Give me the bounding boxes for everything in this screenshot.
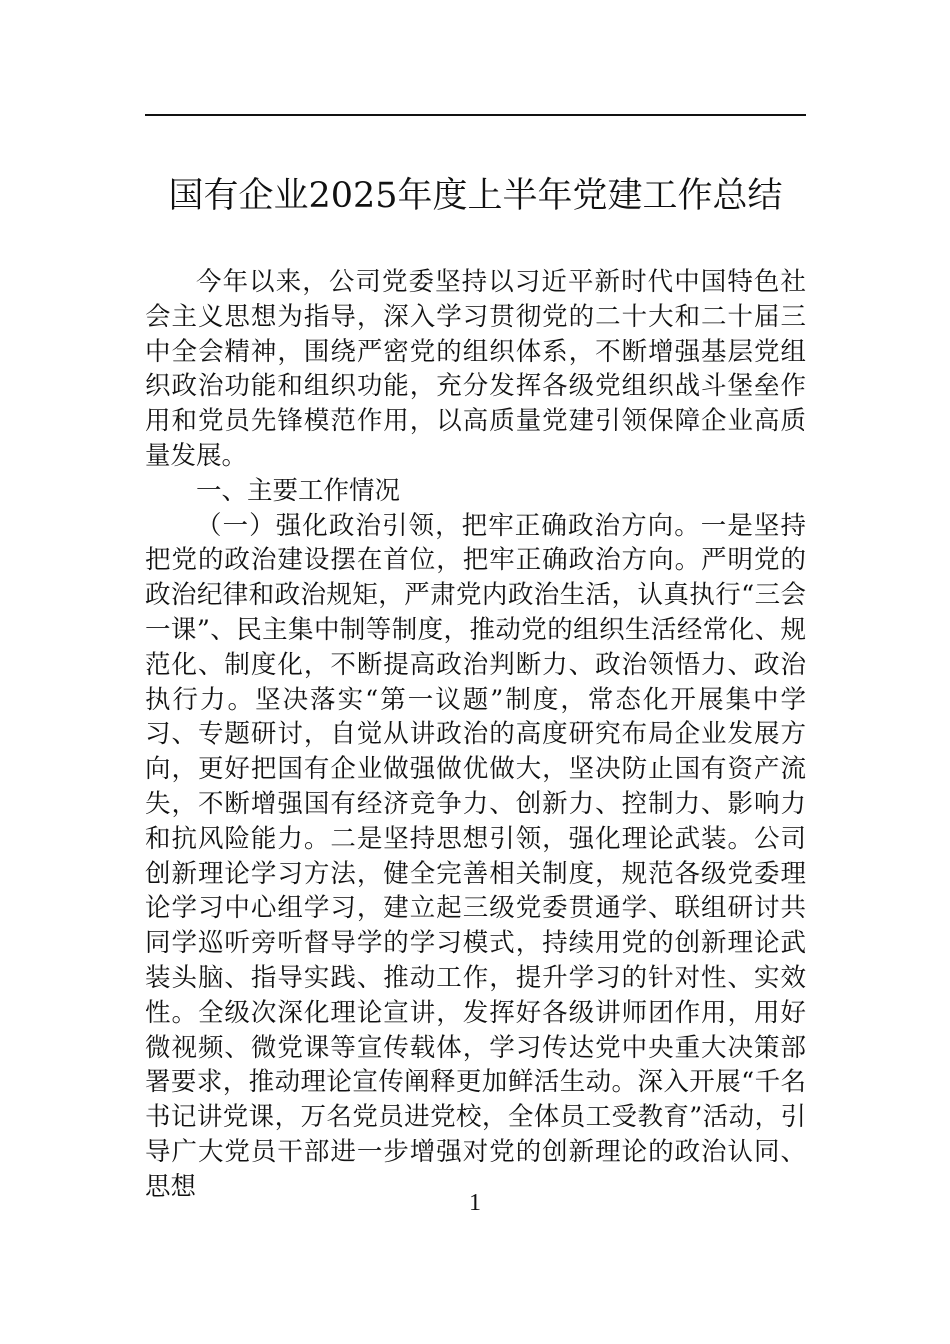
page-number: 1 — [469, 1190, 481, 1216]
document-title: 国有企业2025年度上半年党建工作总结 — [168, 176, 783, 216]
section-paragraph: （一）强化政治引领，把牢正确政治方向。一是坚持把党的政治建设摆在首位，把牢正确政治方向。严明党的政治纪律和政治规矩，严肃党内政治生活，认真执行“三会一课”、民主集中制等制度，推动党的组织生活经常化、规范化、制度化，不断提高政治判断力、政治领悟力、政治执行力。坚决落实“第一议题”制度，常态化开展集中学习、专题研讨，自觉从讲政治的高度研究布局企业发展方向，更好把国有企业做强做优做大，坚决防止国有资产流失，不断增强国有经济竞争力、创新力、控制力、影响力和抗风险能力。二是坚持思想引领，强化理论武装。公司创新理论学习方法，健全完善相关制度，规范各级党委理论学习中心组学习，建立起三级党委贯通学、联组研讨共同学巡听旁听督导学的学习模式，持续用党的创新理论武装头脑、指导实践、推动工作，提升学习的针对性、实效性。全级次深化理论宣讲，发挥好各级讲师团作用，用好微视频、微党课等宣传载体，学习传达党中央重大决策部署要求，推动理论宣传阐释更加鲜活生动。深入开展“千名书记讲党课，万名党员进党校，全体员工受教育”活动，引导广大党员干部进一步增强对党的创新理论的政治认同、思想 — [145, 510, 806, 1202]
intro-paragraph: 今年以来，公司党委坚持以习近平新时代中国特色社会主义思想为指导，深入学习贯彻党的二十大和二十届三中全会精神，围绕严密党的组织体系，不断增强基层党组织政治功能和组织功能，充分发挥各级党组织战斗堡垒作用和党员先锋模范作用，以高质量党建引领保障企业高质量发展。 — [145, 267, 806, 471]
section-heading: 一、主要工作情况 — [196, 475, 401, 506]
document-body — [145, 265, 806, 1205]
header-rule — [145, 114, 806, 116]
